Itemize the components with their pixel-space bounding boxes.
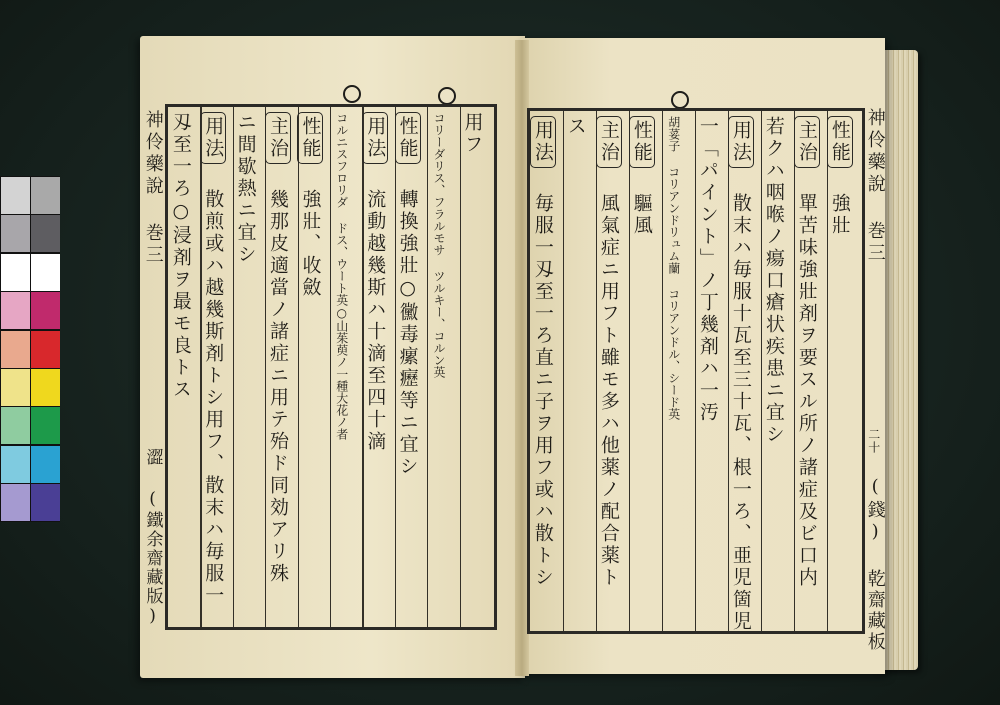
right-page-column: 主治 單苦味強壯剤ヲ要スル所ノ諸症及ビ口内 (795, 116, 817, 589)
right-page-column: 用法 毎服一刄至一ろ直ニ子ヲ用フ或ハ散トシ (531, 116, 553, 589)
color-patch (1, 407, 30, 444)
left-page-column: コリーダリス、フラルモサ ツルキー、コルン英 (431, 112, 446, 378)
left-page-column: 用フ (461, 112, 484, 156)
left-page-column: ニ間歇熱ニ宜シ (234, 112, 257, 266)
color-patch (31, 331, 60, 368)
right-page-column: ス (564, 116, 587, 138)
color-patch (31, 292, 60, 329)
color-patch (1, 254, 30, 291)
color-patch (1, 369, 30, 406)
binding-hole (438, 87, 456, 105)
color-patch (31, 254, 60, 291)
color-checker-card (0, 176, 60, 522)
left-margin-footer: 澀 (鐵余齋藏版) (142, 448, 163, 628)
right-page-column: 若クハ咽喉ノ瘍口瘡状疾患ニ宜シ (762, 116, 785, 446)
right-margin-title: 神伶藥說 巻三 (864, 108, 886, 265)
color-patch (1, 446, 30, 483)
color-patch (31, 215, 60, 252)
left-page-column: 刄至一ろ○浸剤ヲ最モ良トス (169, 112, 192, 401)
color-patch (31, 177, 60, 214)
column-rule (662, 111, 663, 631)
column-rule (330, 107, 331, 627)
color-patch (1, 331, 30, 368)
right-page-column: 性能 強壯 (828, 116, 850, 237)
color-patch (31, 484, 60, 521)
color-patch (1, 177, 30, 214)
right-margin-page-number: 二十 (866, 428, 881, 454)
right-page-column: 胡荽子 コリアンドリュム蘭 コリアンドル、シード英 (666, 116, 681, 420)
left-page-column: コルニスフロリダ ドス、ウート英○山茱萸ノ一種大花ノ者 (334, 112, 349, 440)
left-page-column: 主治 幾那皮適當ノ諸症ニ用テ殆ド同効アリ殊 (266, 112, 288, 585)
left-page-column: 用法 散煎或ハ越幾斯剤トシ用フ、散末ハ毎服一 (201, 112, 223, 607)
left-page-column: 用法 流動越幾斯ハ十滴至四十滴 (363, 112, 385, 453)
right-page-column: 性能 驅風 (630, 116, 652, 237)
column-rule (427, 107, 428, 627)
binding-hole (343, 85, 361, 103)
right-margin-footer: (錢) 乾齋藏板 (864, 476, 886, 653)
color-patch (31, 369, 60, 406)
left-page-column: 性能 強壯、收斂 (299, 112, 321, 299)
right-page-column: 主治 風氣症ニ用フト雖モ多ハ他薬ノ配合薬ト (597, 116, 619, 589)
column-rule (563, 111, 564, 631)
color-patch (1, 484, 30, 521)
color-patch (31, 407, 60, 444)
color-patch (1, 215, 30, 252)
color-patch (31, 446, 60, 483)
binding-hole (671, 91, 689, 109)
column-rule (460, 107, 461, 627)
left-page-column: 性能 轉換強壯○黴毒瘰癧等ニ宜シ (396, 112, 418, 478)
color-patch (1, 292, 30, 329)
right-page-column: 一「パイント」ノ丁幾剤ハ一汚 (696, 116, 719, 424)
left-margin-title: 神伶藥說 巻三 (142, 110, 164, 267)
right-page-column: 用法 散末ハ毎服十瓦至三十瓦、根一ろ、亜児箇児 (729, 116, 751, 633)
